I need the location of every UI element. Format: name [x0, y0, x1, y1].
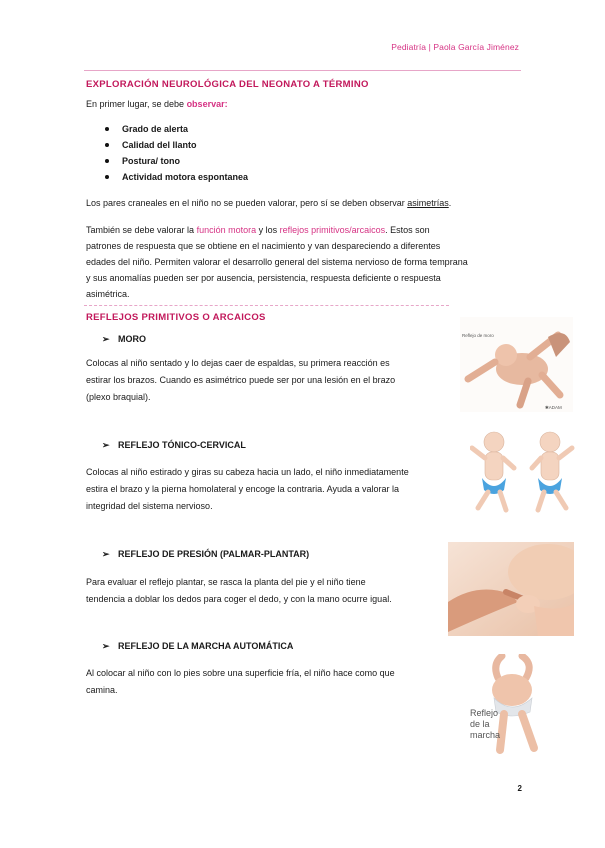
header-rule: [84, 70, 521, 71]
arrow-bullet-icon: ➢: [102, 641, 110, 651]
list-item: Actividad motora espontanea: [104, 169, 248, 185]
funcion-motora-term: función motora: [196, 225, 257, 235]
reflexes-paragraph: [86, 222, 468, 302]
march-img-label: marcha: [470, 730, 501, 740]
asimetrias-term: asimetrías: [407, 198, 449, 208]
grasp-reflex-image: [448, 542, 574, 636]
tonic-title: REFLEJO TÓNICO-CERVICAL: [118, 440, 246, 450]
page-number: 2: [517, 784, 522, 793]
paragraph-line: y sus anomalías pueden ser por ausencia, persistencia, respuesta deficiente o respuesta: [86, 273, 441, 283]
grasp-title: REFLEJO DE PRESIÓN (PALMAR-PLANTAR): [118, 549, 310, 559]
moro-heading: [102, 334, 146, 344]
march-title: REFLEJO DE LA MARCHA AUTOMÁTICA: [118, 641, 294, 651]
paragraph-line: [86, 222, 468, 238]
moro-img-label: Reflejo de moro: [462, 333, 494, 338]
moro-description: [86, 355, 446, 406]
march-heading: [102, 641, 294, 651]
paragraph-line: Al colocar al niño con lo pies sobre una superficie fría, el niño hace como que: [86, 668, 395, 678]
section-divider: [84, 305, 449, 306]
text-run: y los: [256, 225, 280, 235]
intro-paragraph: [86, 96, 228, 112]
march-description: [86, 665, 446, 699]
moro-title: MORO: [118, 334, 146, 344]
arrow-bullet-icon: ➢: [102, 440, 110, 450]
grasp-heading: [102, 549, 310, 559]
text-run: También se debe valorar la: [86, 225, 197, 235]
list-item: Calidad del llanto: [104, 137, 248, 153]
intro-highlight: observar:: [186, 99, 228, 109]
cranial-paragraph: [86, 195, 451, 211]
observation-list: [104, 121, 248, 185]
paragraph-line: integridad del sistema nervioso.: [86, 501, 213, 511]
moro-img-credit: ✱ADAM: [545, 405, 562, 410]
grasp-description: [86, 574, 446, 608]
paragraph-line: estirar los brazos. Cuando es asimétrico puede ser por una lesión en el brazo: [86, 375, 396, 385]
paragraph-line: patrones de respuesta que se obtiene en el nacimiento y van despareciendo a diferentes: [86, 241, 441, 251]
list-item: Grado de alerta: [104, 121, 248, 137]
text-run: . Estos son: [385, 225, 430, 235]
section-title-exploracion: EXPLORACIÓN NEUROLÓGICA DEL NEONATO A TÉRMINO: [86, 79, 369, 90]
tonic-heading: [102, 440, 246, 450]
paragraph-line: Colocas al niño sentado y lo dejas caer de espaldas, su primera reacción es: [86, 358, 390, 368]
arrow-bullet-icon: ➢: [102, 549, 110, 559]
intro-text: En primer lugar, se debe: [86, 99, 187, 109]
paragraph-line: tendencia a doblar los dedos para coger el dedo, y con la mano ocurre igual.: [86, 594, 392, 604]
paragraph-line: estira el brazo y la pierna homolateral y encoge la contraria. Ayuda a valorar la: [86, 484, 400, 494]
section-title-reflejos: REFLEJOS PRIMITIVOS O ARCAICOS: [86, 312, 266, 323]
arrow-bullet-icon: ➢: [102, 334, 110, 344]
march-img-label: de la: [470, 719, 490, 729]
tonic-reflex-image: [470, 420, 580, 520]
list-item: Postura/ tono: [104, 153, 248, 169]
cranial-text: Los pares craneales en el niño no se pueden valorar, pero sí se deben observar: [86, 198, 408, 208]
paragraph-line: camina.: [86, 685, 118, 695]
moro-reflex-image: [460, 317, 573, 412]
march-img-label: Reflejo: [470, 708, 499, 718]
cranial-suffix: .: [448, 198, 452, 208]
page-header: Pediatría | Paola García Jiménez: [391, 42, 519, 52]
march-reflex-image: [462, 654, 567, 764]
tonic-description: [86, 464, 446, 515]
reflejos-term: reflejos primitivos/arcaicos: [279, 225, 386, 235]
paragraph-line: asimétrica.: [86, 289, 130, 299]
paragraph-line: (plexo braquial).: [86, 392, 151, 402]
paragraph-line: Colocas al niño estirado y giras su cabeza hacia un lado, el niño inmediatamente: [86, 467, 409, 477]
paragraph-line: Para evaluar el reflejo plantar, se rasca la planta del pie y el niño tiene: [86, 577, 366, 587]
paragraph-line: edades del niño. Permiten valorar el desarrollo general del sistema nervioso de forma temprana: [86, 257, 468, 267]
